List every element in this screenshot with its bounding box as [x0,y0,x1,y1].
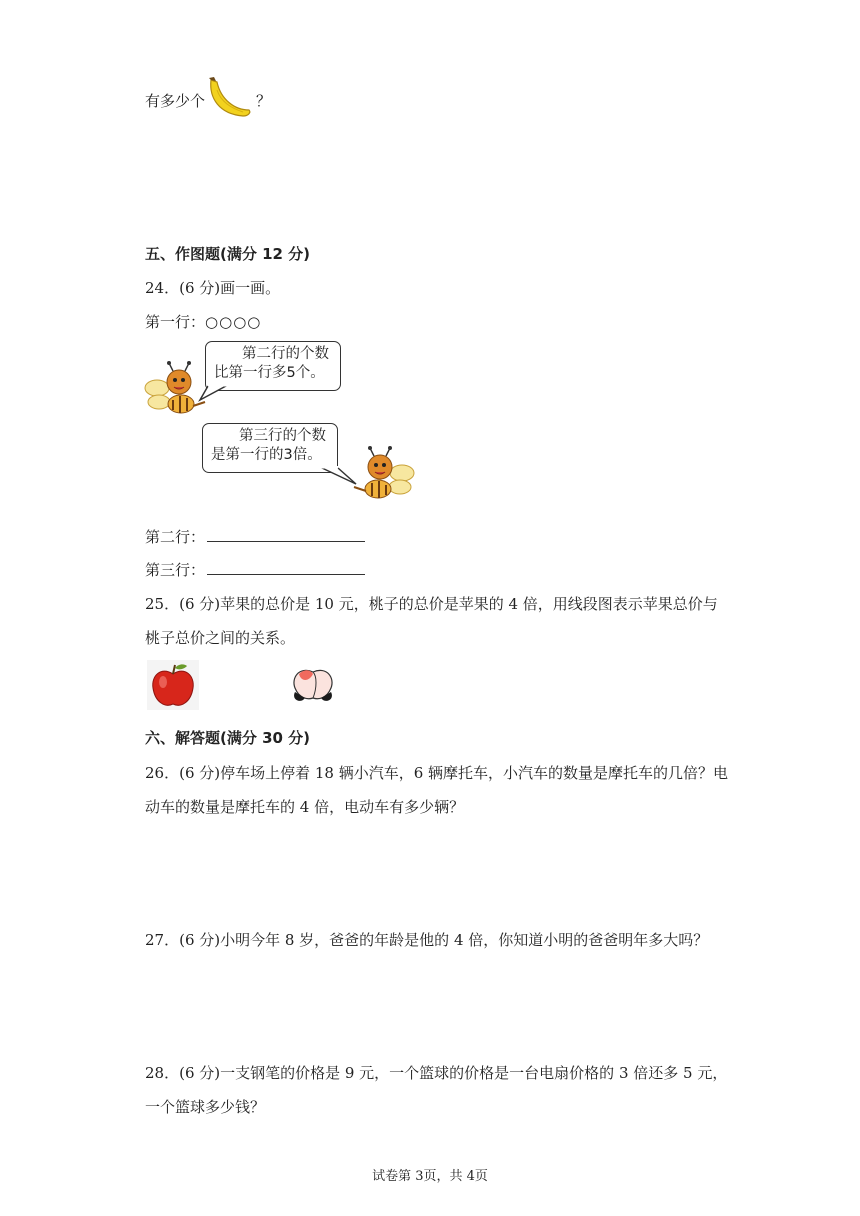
q28-line1: 28．(6 分)一支钢笔的价格是 9 元，一个篮球的价格是一台电扇价格的 3 倍还多 5 元， [145,1064,728,1082]
peach-icon [287,660,339,706]
q25-line2: 桃子总价之间的关系。 [145,629,296,647]
q26-line1: 26．(6 分)停车场上停着 18 辆小汽车，6 辆摩托车，小汽车的数量是摩托车的几倍？电 [145,764,729,782]
row2-label: 第二行： [145,528,206,546]
bubble1-line1: 第二行的个数 [242,346,329,362]
question-prefix: 有多少个 [145,92,206,110]
question-suffix: ？ [256,92,272,110]
q24-row1 [145,311,261,332]
q24-stem: 24．(6 分)画一画。 [145,279,281,297]
q26-line2: 动车的数量是摩托车的 4 倍，电动车有多少辆？ [145,798,465,816]
bubble1-tail [198,384,232,402]
q24-row2 [145,526,365,547]
row1-label: 第一行： [145,313,206,331]
row3-answer-line[interactable] [207,561,365,575]
row2-answer-line[interactable] [207,528,365,542]
q24-row3 [145,559,365,580]
page-footer: 试卷第 3页，共 4页 [372,1169,488,1184]
bee-icon [352,445,416,507]
bubble2-line2: 是第一行的3倍。 [211,447,322,463]
q25-line1: 25．(6 分)苹果的总价是 10 元，桃子的总价是苹果的 4 倍，用线段图表示苹果总价与 [145,595,718,613]
section5-title: 五、作图题(满分 12 分) [145,245,311,263]
row3-label: 第三行： [145,561,206,579]
q27-line1: 27．(6 分)小明今年 8 岁，爸爸的年龄是他的 4 倍，你知道小明的爸爸明年多大吗？ [145,931,709,949]
apple-icon [147,660,199,710]
row1-shapes: ○○○○ [205,313,262,331]
section6-title: 六、解答题(满分 30 分) [145,729,311,747]
bubble1-line2: 比第一行多5个。 [214,365,325,381]
banana-question [145,90,205,111]
q28-line2: 一个篮球多少钱？ [145,1098,266,1116]
banana-icon [205,76,253,120]
bubble2-line1: 第三行的个数 [239,428,326,444]
